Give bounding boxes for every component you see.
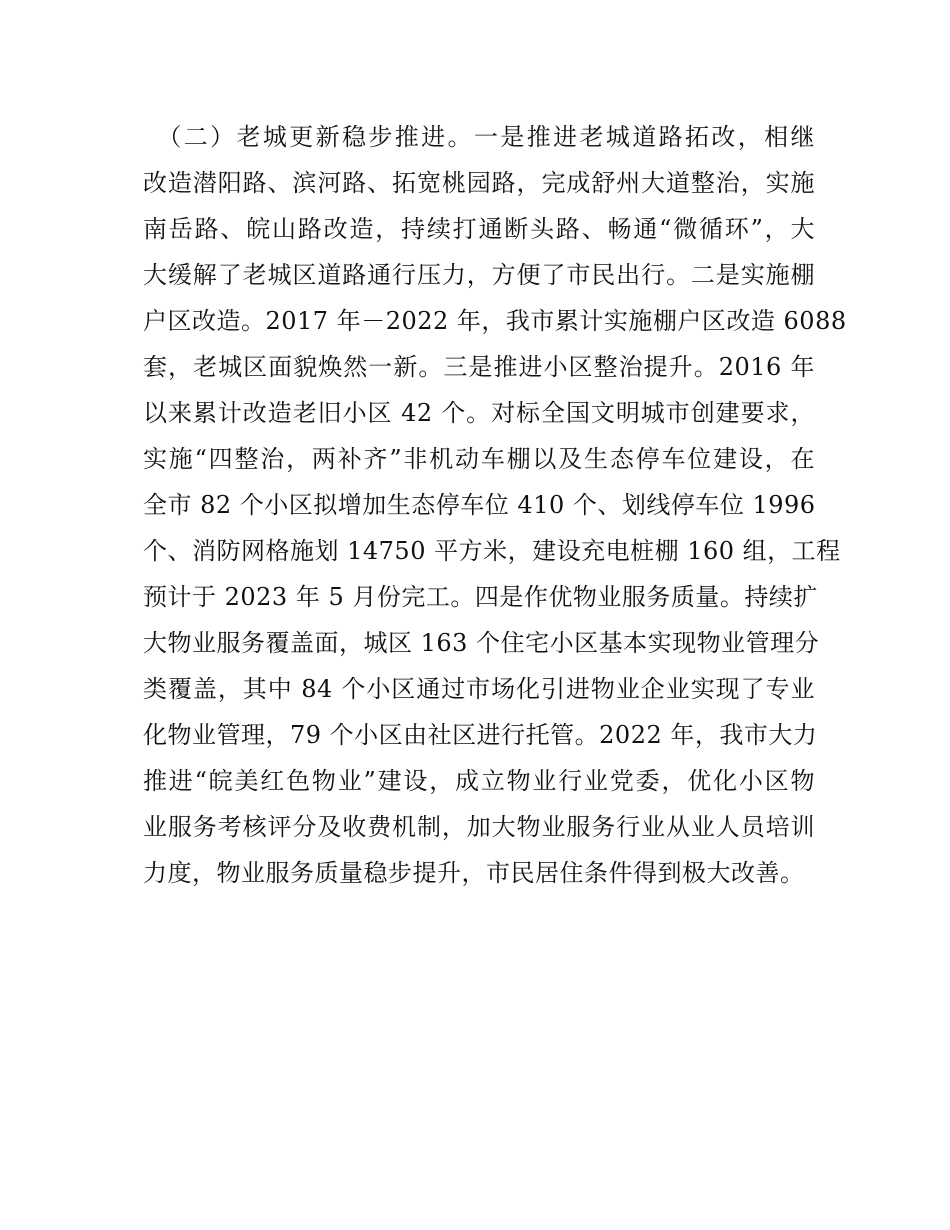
paragraph-line: 户区改造。2017 年－2022 年，我市累计实施棚户区改造 6088 [143, 307, 847, 335]
paragraph-line: 以来累计改造老旧小区 42 个。对标全国文明城市创建要求， [143, 399, 815, 427]
paragraph-line: 类覆盖，其中 84 个小区通过市场化引进物业企业实现了专业 [143, 675, 815, 703]
paragraph-line: 南岳路、皖山路改造，持续打通断头路、畅通“微循环”，大 [143, 215, 815, 243]
paragraph-line: 改造潜阳路、滨河路、拓宽桃园路，完成舒州大道整治，实施 [143, 169, 815, 197]
paragraph-line: 化物业管理，79 个小区由社区进行托管。2022 年，我市大力 [143, 721, 818, 749]
paragraph-line: 全市 82 个小区拟增加生态停车位 410 个、划线停车位 1996 [143, 491, 816, 519]
paragraph-line: 个、消防网格施划 14750 平方米，建设充电桩棚 160 组，工程 [143, 537, 841, 565]
paragraph-line: 推进“皖美红色物业”建设，成立物业行业党委，优化小区物 [143, 767, 815, 795]
paragraph-line: （二）老城更新稳步推进。一是推进老城道路拓改，相继 [143, 123, 815, 151]
paragraph-line: 业服务考核评分及收费机制，加大物业服务行业从业人员培训 [143, 813, 815, 841]
paragraph-line: 预计于 2023 年 5 月份完工。四是作优物业服务质量。持续扩 [143, 583, 818, 611]
paragraph-line: 实施“四整治，两补齐”非机动车棚以及生态停车位建设，在 [143, 445, 815, 473]
body-paragraph [143, 114, 847, 896]
paragraph-line: 大物业服务覆盖面，城区 163 个住宅小区基本实现物业管理分 [143, 629, 820, 657]
paragraph-line: 套，老城区面貌焕然一新。三是推进小区整治提升。2016 年 [143, 353, 815, 381]
paragraph-line: 大缓解了老城区道路通行压力，方便了市民出行。二是实施棚 [143, 261, 815, 289]
paragraph-line: 力度，物业服务质量稳步提升，市民居住条件得到极大改善。 [143, 859, 805, 887]
